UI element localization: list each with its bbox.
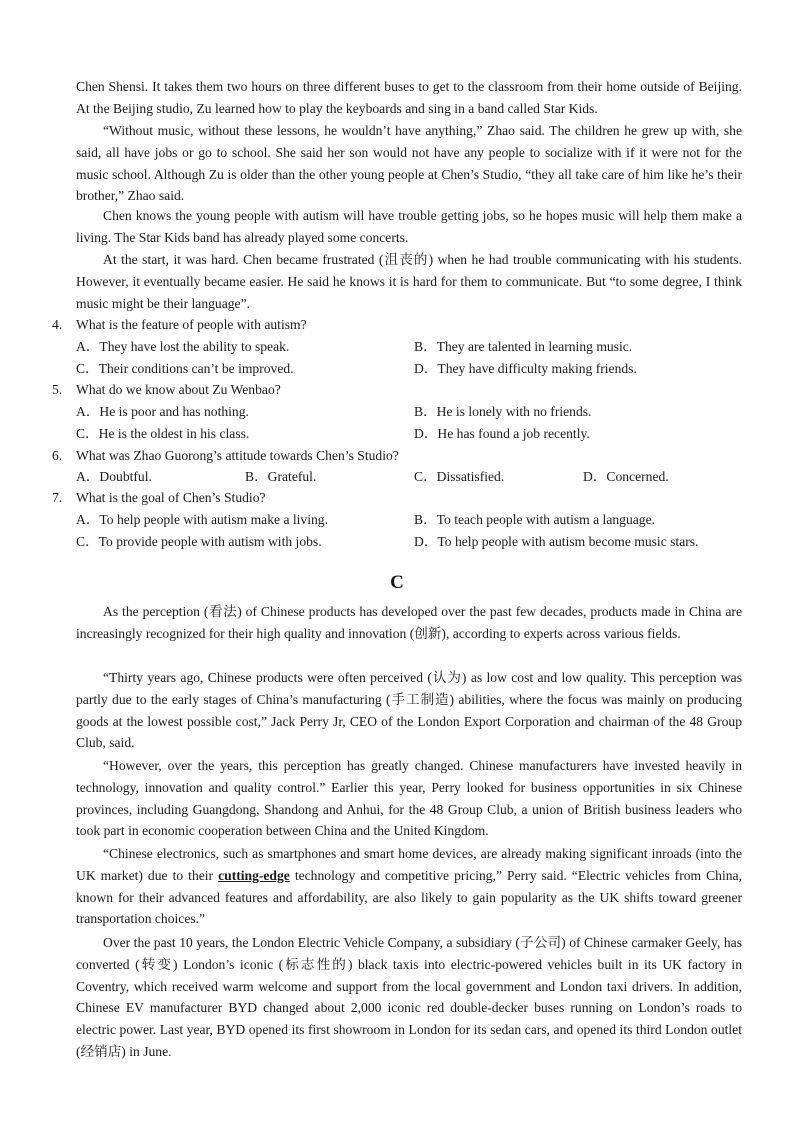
passage-b-paragraph-4: At the start, it was hard. Chen became frustrated (沮丧的) when he had trouble communicating with his students. However, it eventually became easier. He said he knows it is hard for them to communicate. But “to some degree, I think music might be their language”. [76, 252, 742, 311]
underlined-term-cutting-edge: cutting-edge [218, 867, 290, 883]
question-5-option-b: B．He is lonely with no friends. [414, 404, 592, 419]
section-c-paragraph-4-text-before: “Chinese electronics, such as smartphones and smart home devices, are already making significant inroads (into the UK market) due to their [76, 846, 742, 883]
section-c-paragraph-1: As the perception (看法) of Chinese products has developed over the past few decades, products made in China are increasingly recognized for their high quality and innovation (创新), according to experts across various fields. [76, 604, 742, 641]
question-7-option-b: B．To teach people with autism a language. [414, 512, 656, 527]
question-5-option-d: D．He has found a job recently. [414, 426, 590, 441]
question-4-option-d: D．They have difficulty making friends. [414, 361, 637, 376]
question-text: What is the goal of Chen’s Studio? [76, 490, 266, 505]
question-7-option-a: A．To help people with autism make a living. [76, 512, 328, 527]
question-text: What is the feature of people with autism? [76, 317, 307, 332]
passage-b-paragraph-2: “Without music, without these lessons, he wouldn’t have anything,” Zhao said. The children he grew up with, she said, all have jobs or go to school. She said her son would not have any people to socialize with if it were not for the music school. Although Zu is older than the other young people at Chen’s Studio, “they all take care of him like he’s their brother,” Zhao said. [76, 123, 742, 204]
section-c-paragraph-3: “However, over the years, this perception has greatly changed. Chinese manufacturers have invested heavily in technology, innovation and quality control.” Earlier this year, Perry looked for business opportunities in six Chinese provinces, including Guangdong, Shandong and Anhui, for the 48 Group Club, a union of British business leaders who took part in economic cooperation between China and the United Kingdom. [76, 758, 742, 839]
question-7-option-d: D．To help people with autism become music stars. [414, 534, 699, 549]
question-6-option-c: C．Dissatisfied. [414, 469, 505, 484]
question-number: 7. [52, 490, 63, 505]
question-4-stem [52, 315, 307, 335]
question-6-option-d: D．Concerned. [583, 469, 669, 484]
question-number: 6. [52, 448, 63, 463]
question-4-option-c: C．Their conditions can’t be improved. [76, 361, 294, 376]
question-6-option-b: B．Grateful. [245, 469, 317, 484]
question-7-option-c: C．To provide people with autism with jobs. [76, 534, 322, 549]
passage-b-paragraph-3: Chen knows the young people with autism will have trouble getting jobs, so he hopes music will help them make a living. The Star Kids band has already played some concerts. [76, 208, 742, 245]
question-6-option-a: A．Doubtful. [76, 469, 152, 484]
passage-b-paragraph-1: Chen Shensi. It takes them two hours on three different buses to get to the classroom from their home outside of Beijing. At the Beijing studio, Zu learned how to play the keyboards and sing in a band called Star Kids. [76, 79, 742, 116]
question-text: What was Zhao Guorong’s attitude towards Chen’s Studio? [76, 448, 399, 463]
question-4-option-a: A．They have lost the ability to speak. [76, 339, 290, 354]
section-c-paragraph-4 [76, 843, 742, 930]
question-text: What do we know about Zu Wenbao? [76, 382, 281, 397]
section-c-paragraph-2: “Thirty years ago, Chinese products were often perceived (认为) as low cost and low quality. This perception was partly due to the early stages of China’s manufacturing (手工制造) abilities, where the focus was mainly on producing goods at the lowest possible cost,” Jack Perry Jr, CEO of the London Export Corporation and chairman of the 48 Group Club, said. [76, 670, 742, 751]
question-7-stem [52, 488, 266, 508]
question-number: 4. [52, 317, 63, 332]
question-6-stem [52, 446, 399, 466]
section-c-paragraph-5: Over the past 10 years, the London Electric Vehicle Company, a subsidiary (子公司) of Chinese carmaker Geely, has converted (转变) London’s iconic (标志性的) black taxis into electric-powered vehicles built in its UK factory in Coventry, which received warm welcome and support from the local government and London taxi drivers. In addition, Chinese EV manufacturer BYD changed about 2,000 iconic red double-decker buses running on London’s roads to electric power. Last year, BYD opened its first showroom in London for its sedan cars, and opened its third London outlet (经销店) in June. [76, 935, 742, 1059]
section-c-paragraph-4-text-after: technology and competitive pricing,” Perry said. “Electric vehicles from China, known for their advanced features and affordability, are also likely to gain popularity as the UK shifts toward greener transportation choices.” [76, 867, 742, 927]
question-5-option-a: A．He is poor and has nothing. [76, 404, 249, 419]
question-4-option-b: B．They are talented in learning music. [414, 339, 633, 354]
section-c-title: C [390, 572, 404, 593]
question-5-stem [52, 380, 281, 400]
question-number: 5. [52, 382, 63, 397]
question-5-option-c: C．He is the oldest in his class. [76, 426, 250, 441]
